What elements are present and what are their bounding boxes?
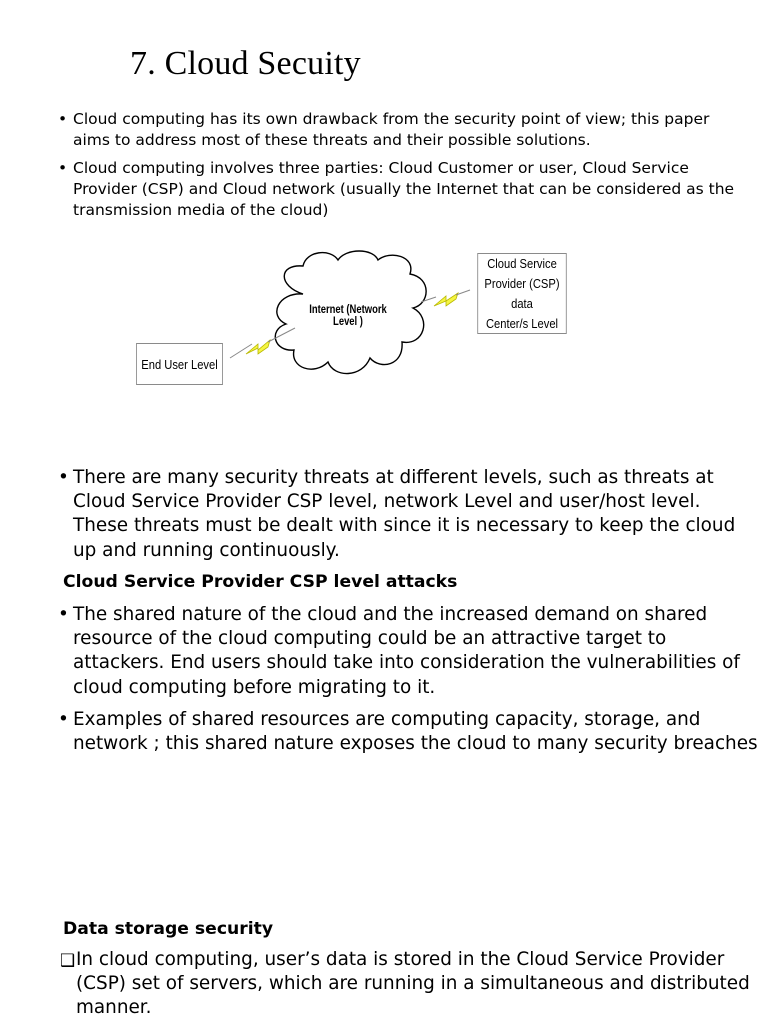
bullet-shared-resources [58,708,758,756]
bullet-shared-nature [58,603,758,700]
bullet-text: Cloud computing involves three parties: Cloud Customer or user, Cloud Service Provider (CSP) and Cloud network (usually the Internet that can be considered as the transmission media of the cloud) [73,159,735,219]
bullet-threat-levels [58,466,758,563]
cloud-label: Internet (Network Level ) [309,304,387,328]
end-user-box: End User Level [136,343,223,385]
bullet-marker: • [58,709,69,730]
page-title: 7. Cloud Secuity [130,45,361,82]
bullet-drawback [58,109,748,151]
csp-label-line: Center/s Level [485,315,559,331]
bullet-three-parties [58,158,748,221]
csp-label-line: Cloud Service [487,255,557,271]
bullet-marker: • [58,159,68,177]
lightning-left-icon [246,340,270,354]
bullet-text: In cloud computing, user’s data is stored in the Cloud Service Provider (CSP) set of servers, which are running in a simultaneous and distributed manner. [76,949,750,1019]
bullet-text: Cloud computing has its own drawback from the security point of view; this paper aims to address most of these threats and their possible solutions. [73,110,710,149]
data-storage-heading: Data storage security [63,919,274,939]
csp-box [477,253,566,334]
bullet-marker: • [58,604,69,625]
bullet-text: There are many security threats at different levels, such as threats at Cloud Service Provider CSP level, network Level and user/host level. These threats must be dealt with since it is necessary to keep the cloud up and running continuously. [73,467,736,561]
bullet-data-storage [60,948,760,1021]
bullet-text: The shared nature of the cloud and the increased demand on shared resource of the cloud computing could be an attractive target to attackers. End users should take into consideration the vulnerabilities of cloud computing before migrating to it. [73,604,740,698]
csp-label-line: Provider (CSP) data [484,275,560,311]
checkbox-marker-icon: ❑ [60,951,76,971]
bullet-marker: • [58,110,68,128]
lightning-right-icon [434,293,458,306]
bullet-text: Examples of shared resources are computing capacity, storage, and network ; this shared nature exposes the cloud to many security breaches [73,709,758,755]
csp-attacks-heading: Cloud Service Provider CSP level attacks [63,572,458,592]
link-left-line [230,344,252,358]
cloud-parties-diagram [118,246,588,392]
bullet-marker: • [58,467,69,488]
